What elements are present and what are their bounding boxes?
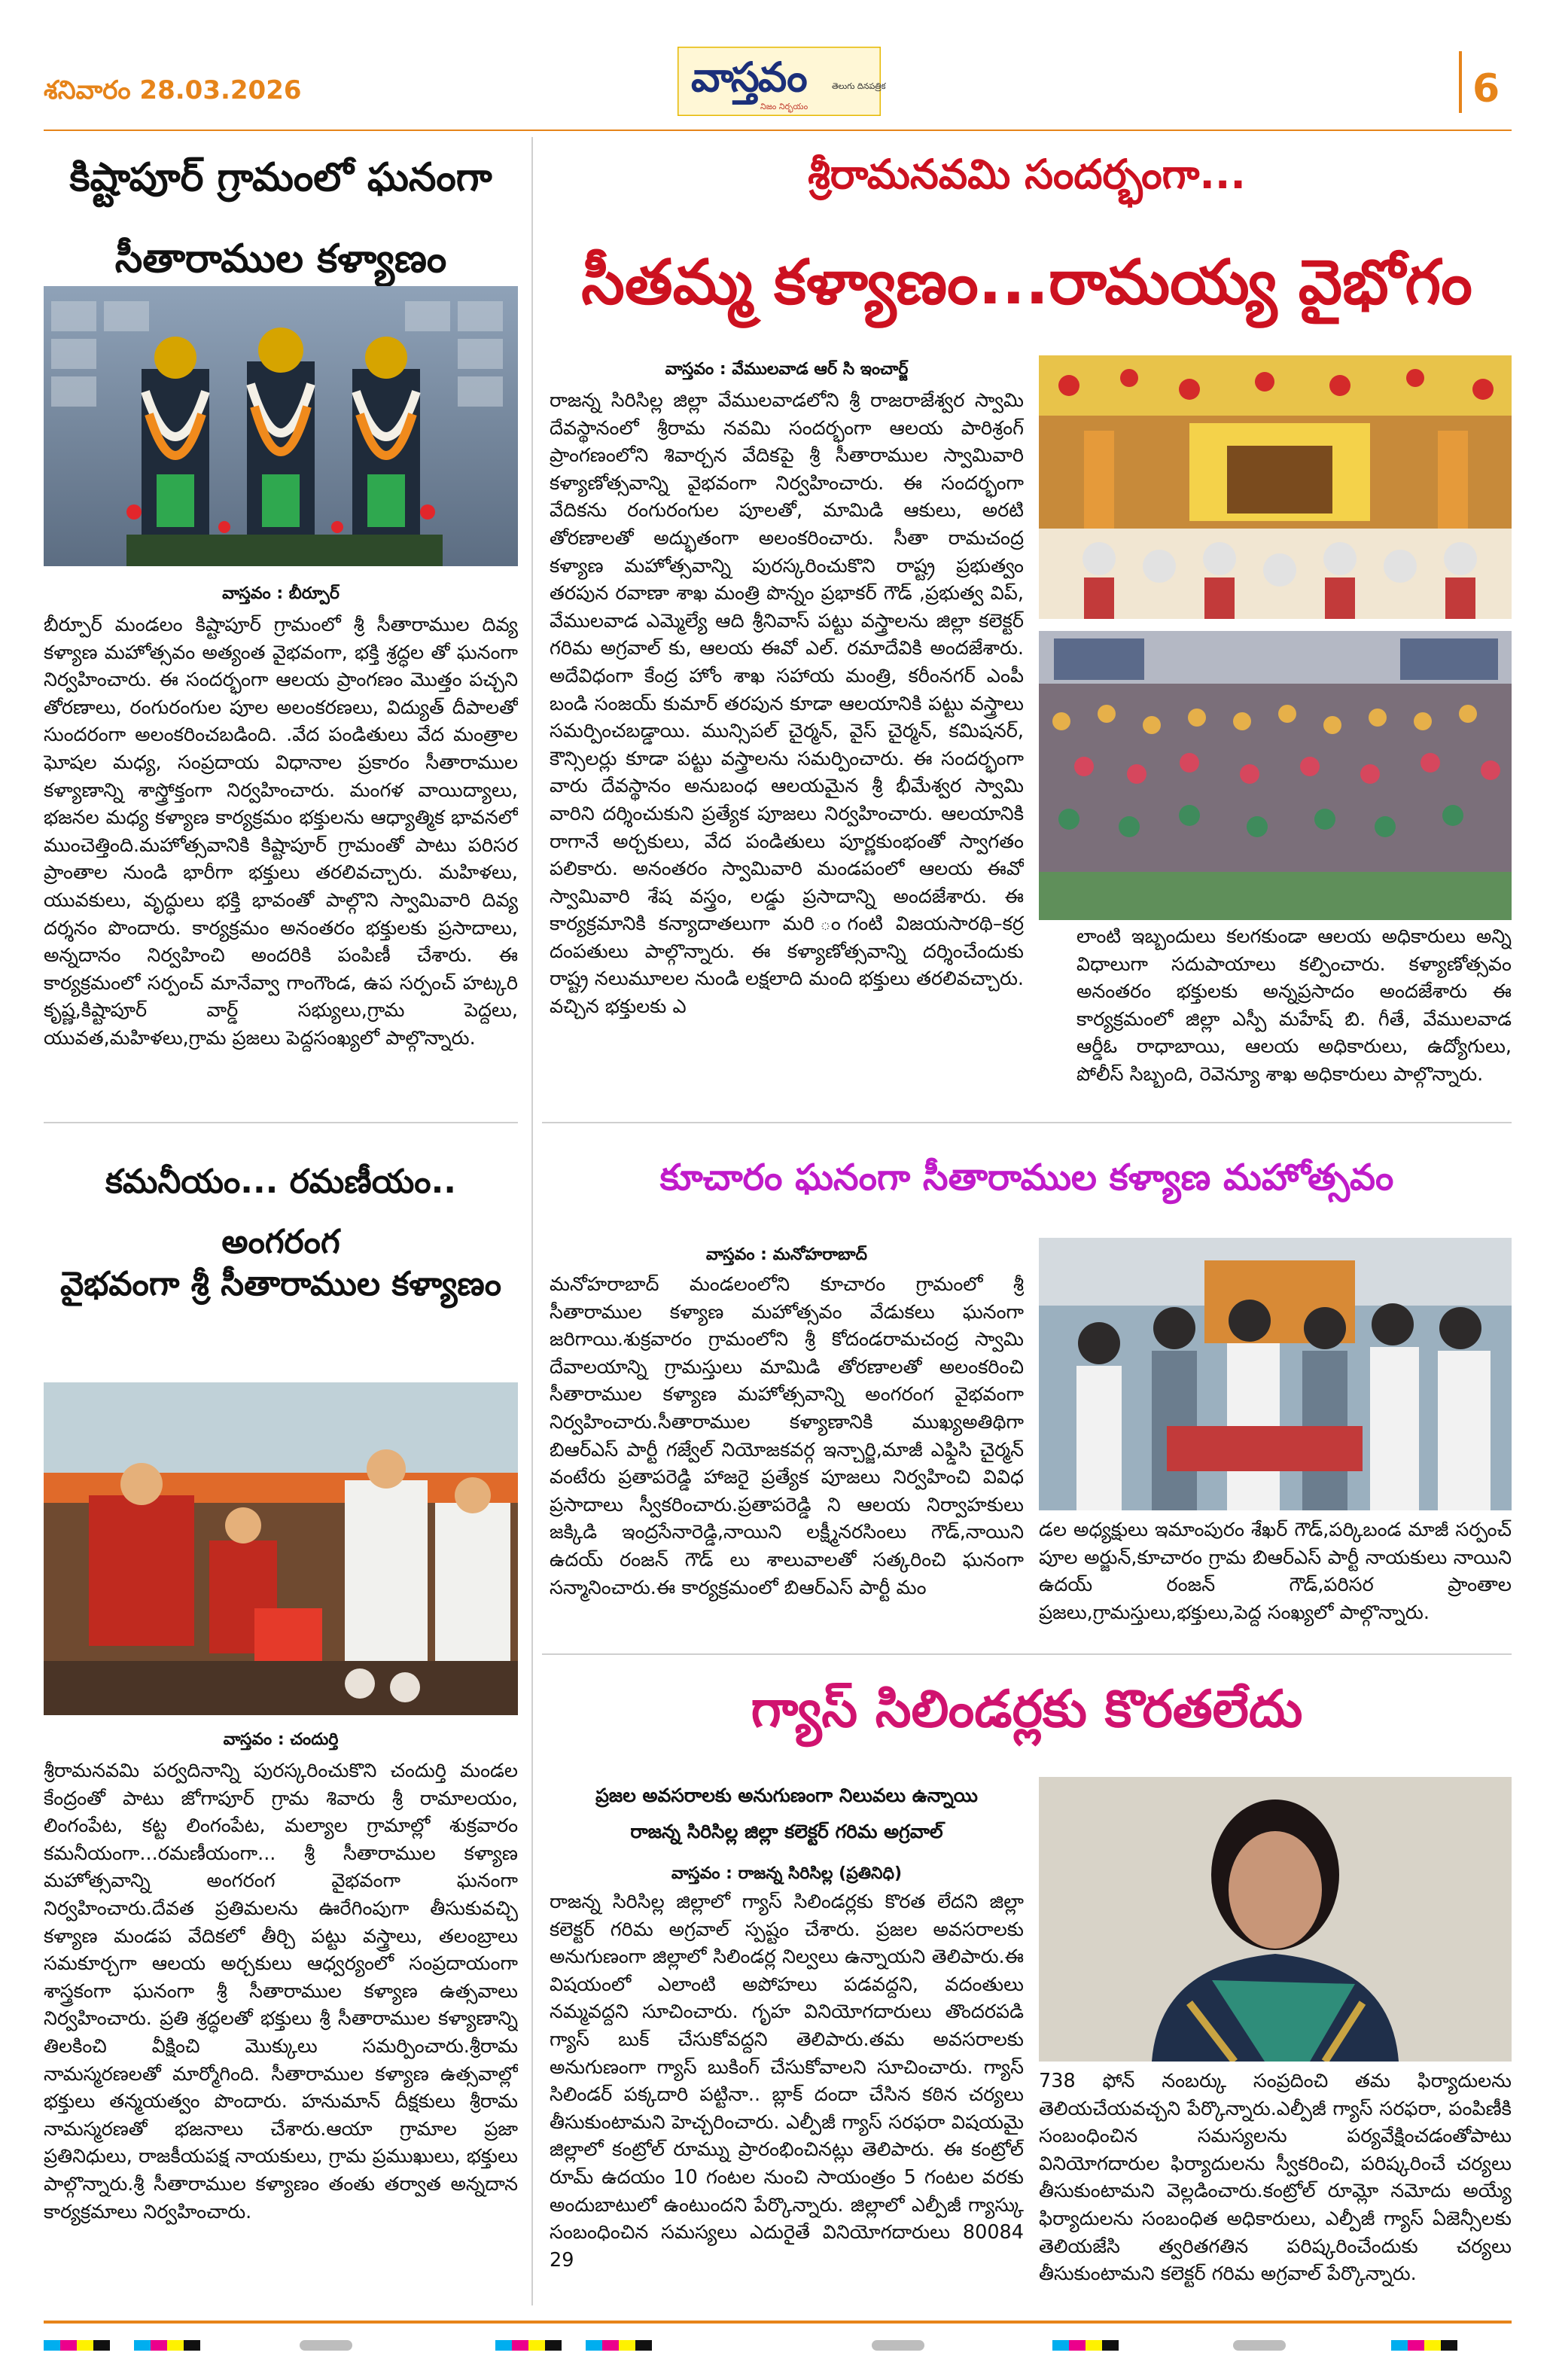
section-divider-2 — [542, 1653, 1512, 1655]
vemulawada-kicker: శ్రీరామనవమి సందర్భంగా... — [808, 151, 1246, 198]
angaranga-credit: వాస్తవం : చందుర్తి — [223, 1730, 339, 1749]
issue-date: శనివారం 28.03.2026 — [44, 75, 302, 105]
kalyanam-stage-image — [1039, 355, 1512, 619]
vemulawada-body-left: రాజన్న సిరిసిల్ల జిల్లా వేములవాడలోని శ్రీ రాజరాజేశ్వర స్వామి దేవస్థానంలో శ్రీరామ నవమి సందర్భంగా ఆలయ పారిశ్రంగ్ ప్రాంగణంలోని శివార్చన వేదికపై శ్రీ సీతారాముల స్వామివారి కళ్యాణోత్సవాన్ని వైభవంగా నిర్వహించారు. ఈ సందర్భంగా వేదికను రంగురంగుల పూలతో, మామిడి ఆకులు, అరటి తోరణాలతో అద్భుతంగా అలంకరించారు. సీతా రామచంద్ర కళ్యాణ మహోత్సవాన్ని పురస్కరించుకొని రాష్ట్ర ప్రభుత్వం తరపున రవాణా శాఖ మంత్రి పొన్నం ప్రభాకర్ గౌడ్ ,ప్రభుత్వ విప్, వేములవాడ ఎమ్మెల్యే ఆది శ్రీనివాస్ పట్టు వస్త్రాలను జిల్లా కలెక్టర్ గరిమ అగ్రవాల్ కు, ఆలయ ఈవో ఎల్. రమాదేవికి అందజేశారు. అదేవిధంగా కేంద్ర హోం శాఖ సహాయ మంత్రి, కరీంనగర్ ఎంపీ బండి సంజయ్ కుమార్ తరపున కూడా ఆలయానికి పట్టు వస్త్రాలు సమర్పించబడ్డాయి. మున్సిపల్ చైర్మన్, వైస్ చైర్మన్, కమిషనర్, కౌన్సిలర్లు కూడా పట్టు వస్త్రాలను సమర్పించారు. ఈ సందర్భంగా వారు దేవస్థానం అనుబంధ ఆలయమైన శ్రీ భీమేశ్వర స్వామి వారిని దర్శించుకుని ప్రత్యేక పూజలు నిర్వహించారు. ఆలయానికి రాగానే అర్చకులు, వేద పండితులు పూర్ణకుంభంతో స్వాగతం పలికారు. అనంతరం స్వామివారి మండపంలో ఆలయ ఈవో స్వామివారి శేష వస్త్రం, లడ్డు ప్రసాదాన్ని అందజేశారు. ఈ కార్యక్రమానికి కన్యాదాతలుగా మరి ంగంటి విజయసారథి–కర్ర దంపతులు పాల్గొన్నారు. ఈ కళ్యాణోత్సవాన్ని దర్శించేందుకు రాష్ట్ర నలుమూలల నుండి లక్షలాది మంది భక్తులు తరలివచ్చారు. వచ్చిన భక్తులకు ఎ — [550, 389, 1024, 1019]
header-rule — [44, 130, 1512, 131]
vemulawada-headline: సీతమ్మ కళ్యాణం...రామయ్య వైభోగం — [581, 247, 1472, 318]
section-divider-1 — [542, 1122, 1512, 1123]
angaranga-body: శ్రీరామనవమి పర్వదినాన్ని పురస్కరించుకొని చందుర్తి మండల కేంద్రంతో పాటు జోగాపూర్ గ్రామ శివారు శ్రీ రామాలయం, లింగంపేట, కట్ట లింగంపేట, మల్యాల గ్రామాల్లో శుక్రవారం కమనీయంగా...రమణీయంగా... శ్రీ సీతారాముల కళ్యాణ మహోత్సవాన్ని అంగరంగ వైభవంగా ఘనంగా నిర్వహించారు.దేవత ప్రతిమలను ఊరేగింపుగా తీసుకువచ్చి కళ్యాణ మండప వేదికలో తీర్చి పట్టు వస్త్రాలు, తలంబ్రాలు సమకూర్చగా ఆలయ అర్చకులు ఆధ్వర్యంలో సంప్రదాయంగా శాస్త్రకంగా ఘనంగా శ్రీ సీతారాముల కళ్యాణ ఉత్సవాలు నిర్వహించారు. ప్రతి శ్రద్ధలతో భక్తులు శ్రీ సీతారాముల కళ్యాణాన్ని తిలకించి వీక్షించి మొక్కులు సమర్పించారు.శ్రీరామ నామస్మరణలతో మార్మోగింది. సీతారాముల కళ్యాణ ఉత్సవాల్లో భక్తులు తన్మయత్వం పొందారు. హనుమాన్ దీక్షకులు శ్రీరామ నామస్మరణతో భజనాలు చేశారు.ఆయా గ్రామాల ప్రజా ప్రతినిధులు, రాజకీయపక్ష నాయకులు, గ్రామ ప్రముఖులు, భక్తులు పాల్గొన్నారు.శ్రీ సీతారాముల కళ్యాణం తంతు తర్వాత అన్నదాన కార్యక్రమాలు నిర్వహించారు. — [44, 1760, 518, 2223]
gas-credit: వాస్తవం : రాజన్న సిరిసిల్ల (ప్రతినిధి) — [671, 1864, 903, 1883]
masthead-tagline: తెలుగు దినపత్రిక — [832, 81, 886, 91]
kishtapur-photo — [44, 286, 518, 566]
leaders-group-image — [1039, 1238, 1512, 1510]
vemulawada-photo-crowd — [1039, 631, 1512, 920]
kucharam-credit: వాస్తవం : మనోహరాబాద్ — [705, 1245, 868, 1264]
registration-swatches — [44, 2334, 1512, 2357]
page-number: 6 — [1472, 66, 1500, 111]
page-number-divider — [1459, 51, 1462, 113]
kucharam-headline: కూచారం ఘనంగా సీతారాముల కళ్యాణ మహోత్సవం — [659, 1156, 1394, 1199]
gas-body-right: 738 ఫోన్ నంబర్కు సంప్రదించి తమ ఫిర్యాదులను తెలియచేయవచ్చని పేర్కొన్నారు.ఎల్పీజీ గ్యాస్ సరఫరా, పంపిణీకి సంబంధించిన సమస్యలను పర్యవేక్షించడంతోపాటు వినియోగదారుల ఫిర్యాదులను స్వీకరించి, పరిష్కరించే చర్యలు తీసుకుంటామని వెల్లడించారు.కంట్రోల్ రూమ్లో నమోదు అయ్యే ఫిర్యాదులను సంబంధిత అధికారులు, ఎల్పీజీ గ్యాస్ ఏజెన్సీలకు తెలియజేసి త్వరితగతిన పరిష్కరించేందుకు చర్యలు తీసుకుంటామని కలెక్టర్ గరిమ అగ్రవాల్ పేర్కొన్నారు. — [1039, 2070, 1512, 2286]
kucharam-body-left: మనోహరాబాద్ మండలంలోని కూచారం గ్రామంలో శ్రీ సీతారాముల కళ్యాణ మహోత్సవం వేడుకలు ఘనంగా జరిగాయి.శుక్రవారం గ్రామంలోని శ్రీ కోదండరామచంద్ర స్వామి దేవాలయాన్ని గ్రామస్తులు మామిడి తోరణాలతో అలంకరించి సీతారాముల కళ్యాణ మహోత్సవాన్ని అంగరంగ వైభవంగా నిర్వహించారు.సీతారాముల కళ్యాణానికి ముఖ్యఅతిథిగా బిఆర్ఎస్ పార్టీ గజ్వేల్ నియోజకవర్గ ఇన్చార్జి,మాజీ ఎఫ్డిసి చైర్మన్ వంటేరు ప్రతాపరెడ్డి హాజరై ప్రత్యేక పూజలు నిర్వహించి వివిధ ప్రసాదాలు స్వీకరించారు.ప్రతాపరెడ్డి ని ఆలయ నిర్వాహకులు జక్కిడి ఇంద్రసేనారెడ్డి,నాయిని లక్ష్మీనరసింలు గౌడ్,నాయిని ఉదయ్ రంజన్ గౌడ్ లు శాలువాలతో సత్కరించి ఘనంగా సన్మానించారు.ఈ కార్యక్రమంలో బిఆర్ఎస్ పార్టీ మం — [550, 1273, 1024, 1599]
angaranga-headline-line1: కమనీయం... రమణీయం.. అంగరంగ — [105, 1163, 457, 1261]
kucharam-body-right: డల అధ్యక్షులు ఇమాంపురం శేఖర్ గౌడ్,పర్కిబండ మాజీ సర్పంచ్ పూల అర్జున్,కూచారం గ్రామ బిఆర్ఎస్ పార్టీ నాయకులు నాయిని ఉదయ్ రంజన్ గౌడ్,పరిసర ప్రాంతాల ప్రజలు,గ్రామస్తులు,భక్తులు,పెద్ద సంఖ్యలో పాల్గొన్నారు. — [1039, 1519, 1512, 1624]
section-divider-left — [44, 1122, 518, 1123]
gas-body-left: రాజన్న సిరిసిల్ల జిల్లాలో గ్యాస్ సిలిండర్లకు కొరత లేదని జిల్లా కలెక్టర్ గరిమ అగ్రవాల్ స్పష్టం చేశారు. ప్రజల అవసరాలకు అనుగుణంగా జిల్లాలో సిలిండర్ల నిల్వలు ఉన్నాయని తెలిపారు.ఈ విషయంలో ఎలాంటి అపోహలు పడవద్దని, వదంతులు నమ్మవద్దని సూచించారు. గృహ వినియోగదారులు తొందరపడి గ్యాస్ బుక్ చేసుకోవద్దని తెలిపారు.తమ అవసరాలకు అనుగుణంగా గ్యాస్ బుకింగ్ చేసుకోవాలని సూచించారు. గ్యాస్ సిలిండర్ పక్కదారి పట్టినా.. బ్లాక్ దందా చేసిన కఠిన చర్యలు తీసుకుంటామని హెచ్చరించారు. ఎల్పీజీ గ్యాస్ సరఫరా విషయమై జిల్లాలో కంట్రోల్ రూమ్ను ప్రారంభించినట్లు తెలిపారు. ఈ కంట్రోల్ రూమ్ ఉదయం 10 గంటల నుంచి సాయంత్రం 5 గంటల వరకు అందుబాటులో ఉంటుందని పేర్కొన్నారు. జిల్లాలో ఎల్పీజీ గ్యాస్కు సంబంధించిన సమస్యలు ఎదురైతే వినియోగదారులు 80084 29 — [550, 1891, 1024, 2272]
masthead-subtitle: నిజం నిర్భయం — [760, 102, 808, 111]
angaranga-photo — [44, 1382, 518, 1715]
footer-rule — [44, 2321, 1512, 2324]
angaranga-headline-line2: వైభవంగా శ్రీ సీతారాముల కళ్యాణం — [59, 1265, 502, 1303]
collector-portrait-image — [1039, 1777, 1512, 2062]
vemulawada-credit: వాస్తవం : వేములవాడ ఆర్ సి ఇంచార్జ్ — [665, 360, 909, 379]
kishtapur-headline: కిష్టాపూర్ గ్రామంలో ఘనంగా సీతారాముల కళ్యాణం — [69, 155, 492, 282]
masthead-title: వాస్తవం — [691, 53, 806, 101]
devotees-crowd-image — [1039, 631, 1512, 920]
vemulawada-photo-stage — [1039, 355, 1512, 619]
ritual-ceremony-image — [44, 1382, 518, 1715]
color-registration-marks — [44, 2334, 1512, 2357]
kucharam-photo — [1039, 1238, 1512, 1510]
deity-idols-image — [44, 286, 518, 566]
gas-photo-collector — [1039, 1777, 1512, 2062]
kishtapur-body: బీర్పూర్ మండలం కిష్టాపూర్ గ్రామంలో శ్రీ సీతారాముల దివ్య కళ్యాణ మహోత్సవం అత్యంత వైభవంగా, భక్తి శ్రద్ధల తో ఘనంగా నిర్వహించారు. ఈ సందర్భంగా ఆలయ ప్రాంగణం మొత్తం పచ్చని తోరణాలు, రంగురంగుల పూల అలంకరణలు, విద్యుత్ దీపాలతో సుందరంగా అలంకరించబడింది. .వేద పండితులు వేద మంత్రాల ఘోషల మధ్య, సంప్రదాయ విధానాల ప్రకారం సీతారాముల కళ్యాణాన్ని శాస్త్రోక్తంగా నిర్వహించారు. మంగళ వాయిద్యాలు, భజనల మధ్య కళ్యాణ కార్యక్రమం భక్తులను ఆధ్యాత్మిక భావనలో ముంచెత్తింది.మహోత్సవానికి కిష్టాపూర్ గ్రామంతో పాటు పరిసర ప్రాంతాల నుండి భారీగా భక్తులు తరలివచ్చారు. మహిళలు, యువకులు, వృద్ధులు భక్తి భావంతో పాల్గొని స్వామివారి దివ్య దర్శనం పొందారు. కార్యక్రమం అనంతరం భక్తులకు ప్రసాదాలు, అన్నదానం నిర్వహించి అందరికి పంపిణీ చేశారు. ఈ కార్యక్రమంలో సర్పంచ్ మానేవ్వా గాంగౌండ, ఉప సర్పంచ్ హట్కరి కృష్ణ,కిష్టాపూర్ వార్డ్ సభ్యులు,గ్రామ పెద్దలు, యువత,మహిళలు,గ్రామ ప్రజలు పెద్దసంఖ్యలో పాల్గొన్నారు. — [44, 614, 518, 1050]
column-divider-left — [531, 137, 533, 2305]
vemulawada-body-right: లాంటి ఇబ్బందులు కలగకుండా ఆలయ అధికారులు అన్ని విధాలుగా సదుపాయాలు కల్పించారు. కళ్యాణోత్సవం అనంతరం భక్తులకు అన్నప్రసాదం అందజేశారు ఈ కార్యక్రమంలో జిల్లా ఎస్పీ మహేష్ బి. గీతే, వేములవాడ ఆర్డీఓ రాధాబాయి, ఆలయ అధికారులు, ఉద్యోగులు, పోలీస్ సిబ్బంది, రెవెన్యూ శాఖ అధికారులు పాల్గొన్నారు. — [1076, 925, 1512, 1086]
kishtapur-credit: వాస్తవం : బీర్పూర్ — [222, 584, 340, 603]
gas-headline: గ్యాస్ సిలిండర్లకు కొరతలేదు — [751, 1680, 1303, 1739]
gas-subhead-line1: ప్రజల అవసరాలకు అనుగుణంగా నిలువలు ఉన్నాయి — [595, 1784, 978, 1806]
gas-subhead-line2: రాజన్న సిరిసిల్ల జిల్లా కలెక్టర్ గరిమ అగ్రవాల్ — [630, 1821, 943, 1842]
